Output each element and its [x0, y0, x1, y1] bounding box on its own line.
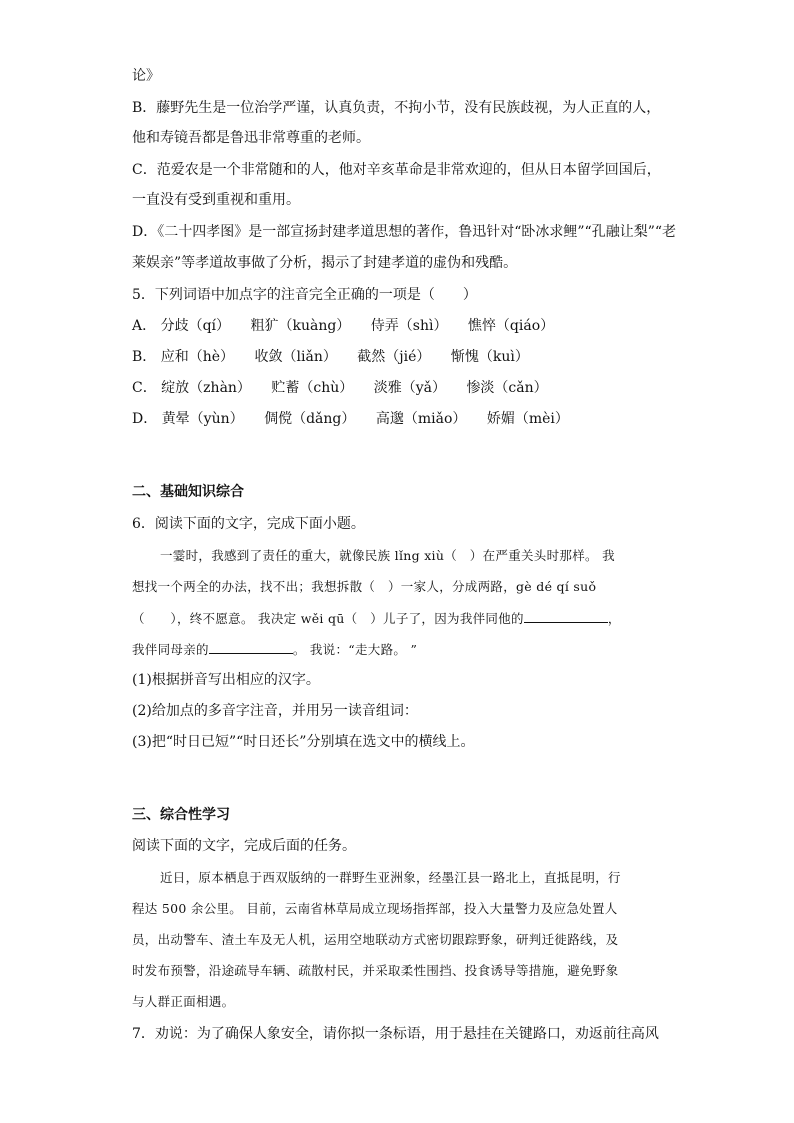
q4-option-d-line1: D．《二十四孝图》是一部宣扬封建孝道思想的著作，鲁迅针对“卧冰求鲤”“孔融让梨”“老 [132, 224, 677, 240]
q7-stem: 7．劝说：为了确保人象安全，请你拟一条标语，用于悬挂在关键路口，劝返前往高风 [132, 1026, 659, 1042]
answer-blank[interactable] [524, 608, 608, 623]
passage-text: （ ），终不愿意。 我决定 wěi qū（ ）儿子了，因为我伴同他的 [132, 611, 524, 626]
passage-line: 一霎时，我感到了责任的重大，就像民族 lǐng xiù（ ）在严重关头时那样。 我 [160, 548, 615, 563]
q4-option-c-line1: C．范爱农是一个非常随和的人，他对辛亥革命是非常欢迎的，但从日本留学回国后， [132, 162, 661, 178]
option-word: 粗犷（kuàng） [250, 318, 351, 334]
q4-option-b-line1: B．藤野先生是一位治学严谨，认真负责，不拘小节，没有民族歧视，为人正直的人， [132, 100, 661, 116]
option-word: 绽放（zhàn） [161, 380, 251, 396]
option-word: 分歧（qí） [160, 318, 231, 334]
q5-option-d [132, 409, 585, 429]
passage-line [132, 639, 417, 660]
option-word: 应和（hè） [160, 349, 235, 365]
q4-option-b-line2: 他和寿镜吾都是鲁迅非常尊重的老师。 [132, 130, 370, 146]
passage-line: 与人群正面相遇。 [132, 994, 235, 1009]
option-label: A． [132, 318, 157, 334]
passage-text: 。 我说：“走大路。 ” [292, 642, 418, 657]
option-word: 倜傥（dǎng） [264, 411, 356, 427]
passage-text: 我伴同母亲的 [132, 642, 209, 657]
option-word: 高邈（miǎo） [375, 411, 467, 427]
option-label: D． [132, 411, 158, 427]
q4-text-line: 论》 [132, 68, 160, 84]
option-word: 侍弄（shì） [370, 318, 448, 334]
section-heading: 三、综合性学习 [132, 807, 230, 823]
option-word: 惨淡（cǎn） [466, 380, 548, 396]
option-word: 截然（jié） [357, 349, 431, 365]
q4-option-c-line2: 一直没有受到重视和重用。 [132, 192, 300, 208]
passage-line: 程达 500 余公里。 目前，云南省林草局成立现场指挥部，投入大量警力及应急处置人 [132, 901, 618, 916]
section-heading: 二、基础知识综合 [132, 484, 244, 500]
section3-intro: 阅读下面的文字，完成后面的任务。 [132, 838, 356, 854]
option-word: 淡雅（yǎ） [373, 380, 446, 396]
passage-text: ， [607, 611, 621, 626]
q6-sub3: (3)把“时日已短”“时日还长”分别填在选文中的横线上。 [132, 734, 475, 750]
q5-option-b [132, 347, 545, 367]
q6-stem: 6．阅读下面的文字，完成下面小题。 [132, 516, 365, 532]
passage-line: 时发布预警，沿途疏导车辆、疏散村民，并采取柔性围挡、投食诱导等措施，避免野象 [132, 963, 619, 978]
passage-line [132, 608, 621, 629]
q5-option-a [132, 316, 570, 336]
q4-option-d-line2: 莱娱亲”等孝道故事做了分析，揭示了封建孝道的虚伪和残酷。 [132, 255, 518, 271]
option-word: 收敛（liǎn） [254, 349, 337, 365]
q5-option-c [132, 378, 564, 398]
option-label: B． [132, 349, 157, 365]
option-word: 贮蓄（chù） [271, 380, 354, 396]
q5-stem: 5．下列词语中加点字的注音完全正确的一项是（ ） [132, 287, 477, 303]
option-word: 黄晕（yùn） [161, 411, 244, 427]
passage-line: 近日，原本栖息于西双版纳的一群野生亚洲象，经墨江县一路北上，直抵昆明，行 [160, 870, 621, 885]
option-word: 惭愧（kuì） [450, 349, 529, 365]
passage-line: 想找一个两全的办法，找不出；我想拆散（ ）一家人，分成两路，gè dé qí suǒ [132, 579, 597, 594]
q6-sub1: (1)根据拼音写出相应的汉字。 [132, 672, 320, 688]
option-word: 娇媚（mèi） [486, 411, 569, 427]
option-word: 憔悴（qiáo） [467, 318, 555, 334]
q6-sub2: (2)给加点的多音字注音，并用另一读音组词： [132, 703, 418, 719]
passage-line: 员，出动警车、渣土车及无人机，运用空地联动方式密切跟踪野象，研判迁徙路线，及 [132, 932, 619, 947]
answer-blank[interactable] [209, 639, 293, 654]
option-label: C． [132, 380, 157, 396]
